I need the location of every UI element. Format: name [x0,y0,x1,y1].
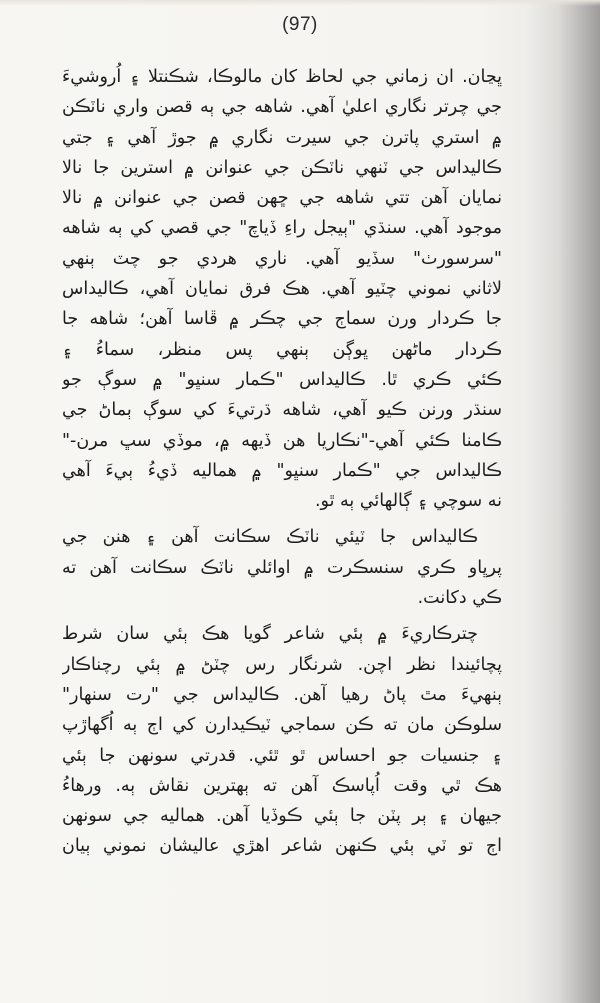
text-line: ۽ جنسيات جو احساس ٿو ٿئي. قدرتي سونهن جا ٻئي [62,745,502,766]
text-line: ڪاليداس جي "ڪمار سنڀو" ۾ هماليه ڏيءُ ٻيءَ آهي [62,460,502,481]
text-line: جي چرتر نگاري اعليٰ آهي. شاهه جي ٻه قصن واري ناٽڪن [62,97,502,118]
text-line: ڪردار ماڻهن ڀوڳن ٻنهي پس منظر، سماءُ ۽ [62,339,502,360]
text-line: پرڀاو ڪري سنسڪرت ۾ اوائلي ناٽڪ سڪانت آهن ته [62,557,502,578]
page-top-edge [0,0,600,6]
text-line: ڪامنا ڪئي آهي-"نڪاريا هن ڏيهه ۾، موڏي سڀ مرن-" [62,430,502,451]
page-number: (97) [282,14,318,35]
text-line: موجود آهي. سنڌي "ٻيجل راءِ ڏياچ" جي قصي کي ٻه شاهه [62,218,502,239]
text-line: ڪاليداس جي ٽنهي ناٽڪن جي عنوانن ۾ استرين جا نالا [62,157,502,178]
text-line: ٻنهيءَ مٿ پاڻ رهيا آهن. ڪاليداس جي "رت سنهار" [62,684,502,705]
text-line: سلوڪن مان ته ڪن سماجي ٽيڪيدارن کي اڄ ٻه اُگهاڙپ [62,715,502,736]
paragraph-2 [62,522,502,613]
text-line: ڪئي ڪري ٿا. ڪاليداس "ڪمار سنڀو" ۾ سوڳ جو [62,369,502,390]
text-line: پچائيندا نظر اچن. شرنگار رس چٽڻ ۾ ٻئي رچناڪار [62,654,502,675]
text-line: نمايان آهن تتي شاهه جي ڇهن قصن جي عنوانن ۾ نالا [62,188,502,209]
text-line: ۾ استري پاترن جي سيرت نگاري ۾ جوڙ آهي ۽ جتي [62,127,502,148]
text-line: جيهان ۽ ٻر پٽن جا ٻئي ڪوڏيا آهن. هماليه جي سونهن [62,806,502,827]
paragraph-1 [62,62,502,516]
text-line: ڪاليداس جا ٽيئي ناٽڪ سڪانت آهن ۽ هنن جي [62,527,478,548]
body-text [62,62,502,862]
text-line: ڪي دکانت. [417,588,502,609]
text-line: اڄ تو ٽي ٻئي ڪنهن شاعر اهڙي عاليشان نموني ٻيان [62,836,502,857]
text-line: هڪ ٿي وقت اُپاسڪ آهن ته ٻهترين نقاش ٻه. ورهاءُ [62,775,502,796]
text-line: ڀڃان. ان زماني جي لحاظ کان مالوڪا، شڪنتلا ۽ اُروشيءَ [62,67,502,87]
text-line: جا ڪردار ورن سماڄ جي چڪر ۾ ڦاسا آهن؛ شاهه جا [62,309,502,330]
text-line: لاثاني نموني چٽيو آهي. هڪ فرق نمايان آهي، ڪاليداس [62,279,502,300]
text-line: نه سوچي ۽ ڳالهائي ٻه ٿو. [314,491,502,512]
text-line: "سرسورٺ" سڏيو آهي. ناري هردي جو چٽ ٻنهي [62,248,502,269]
text-line: سنڌر ورنن ڪيو آهي، شاهه ڌرتيءَ کي سوڳ ٻماڻ جي [62,400,502,421]
paragraph-3 [62,619,502,861]
text-line: چترڪاريءَ ۾ ٻئي شاعر گويا هڪ ٻئي سان شرط [62,624,478,645]
